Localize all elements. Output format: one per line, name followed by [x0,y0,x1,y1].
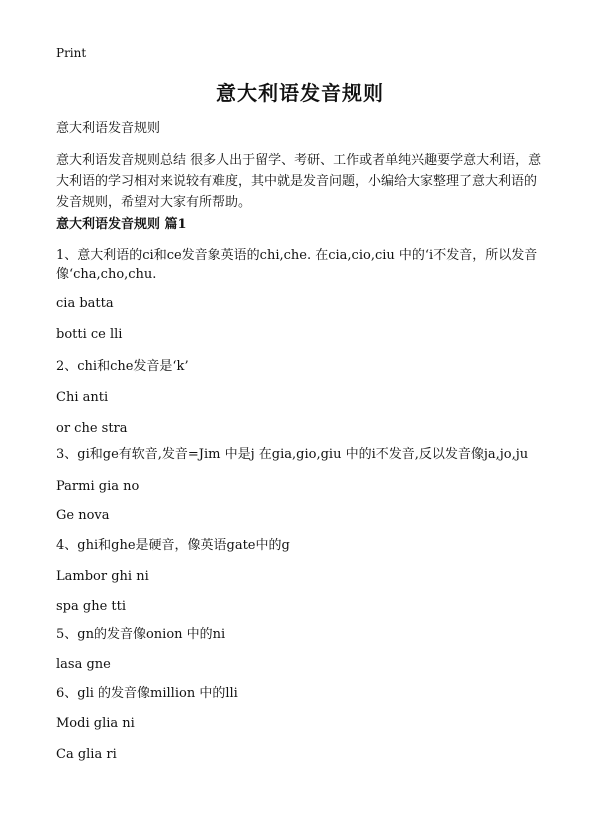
example-4a: Lambor ghi ni [56,569,149,584]
example-1b: botti ce lli [56,327,123,342]
document-subtitle: 意大利语发音规则 [56,121,161,136]
page-title: 意大利语发音规则 [216,81,384,105]
intro-paragraph: 意大利语发音规则总结 很多人出于留学、考研、工作或者单纯兴趣要学意大利语，意大利语的学习相对来说较有难度，其中就是发音问题，小编给大家整理了意大利语的发音规则，希望对大家有所帮助。 [56,153,542,210]
example-2a: Chi anti [56,390,109,405]
example-1a: cia batta [56,296,114,311]
example-2b: or che stra [56,421,128,436]
section-heading: 意大利语发音规则 篇1 [56,217,187,232]
rule-6: 6、gli 的发音像million 中的lli [56,686,238,701]
example-6a: Modi glia ni [56,716,135,731]
example-5a: lasa gne [56,657,111,672]
example-3a: Parmi gia no [56,479,140,494]
example-6b: Ca glia ri [56,747,117,762]
print-label: Print [56,46,87,60]
rule-4: 4、ghi和ghe是硬音，像英语gate中的g [56,538,290,553]
rule-3: 3、gi和ge有软音,发音=Jim 中是j 在gia,gio,giu 中的i不发音,反以发音像ja,jo,ju [56,447,529,462]
rule-5: 5、gn的发音像onion 中的ni [56,627,226,642]
example-3b: Ge nova [56,508,110,523]
rule-2: 2、chi和che发音是‘k’ [56,359,189,374]
rule-1: 1、意大利语的ci和ce发音象英语的chi,che. 在cia,cio,ciu 中的‘i不发音，所以发音像‘cha,cho,chu. [56,248,538,282]
example-4b: spa ghe tti [56,599,127,614]
